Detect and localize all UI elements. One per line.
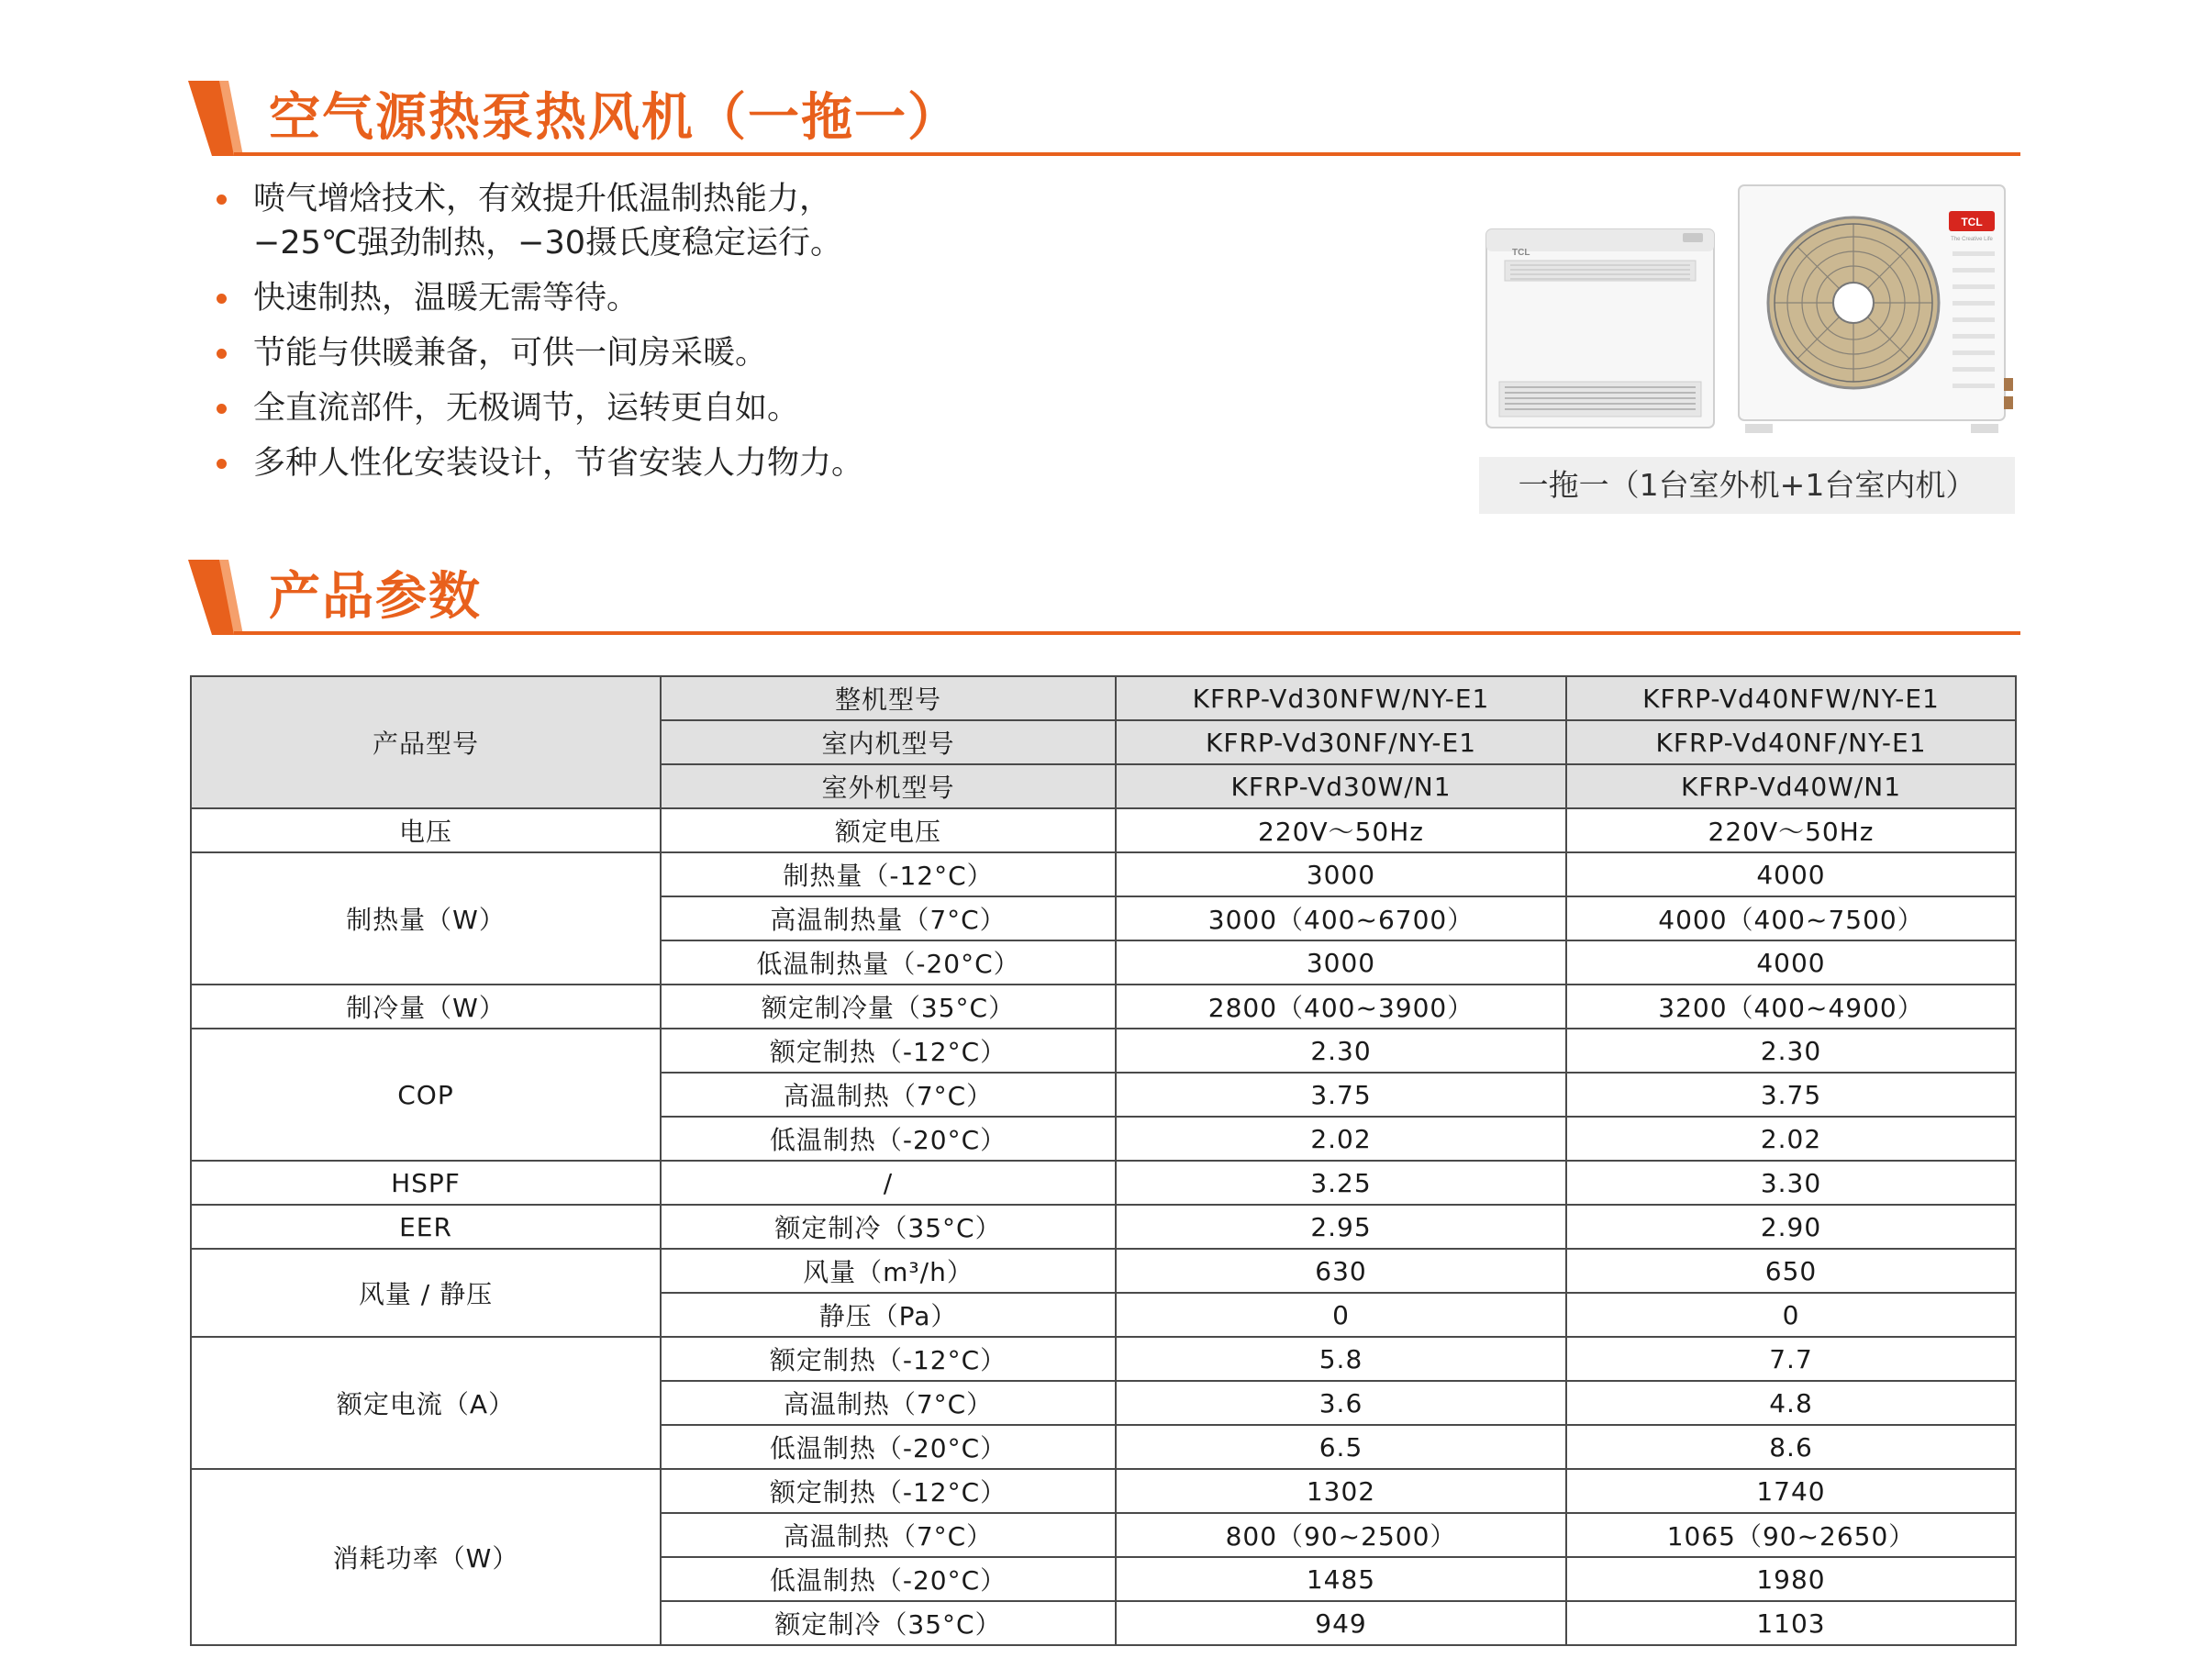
parameter-cell: 额定电压 xyxy=(661,808,1116,852)
section-title: 产品参数 xyxy=(269,567,482,627)
value-cell: 4000 xyxy=(1566,852,2016,896)
bullet-dot-icon xyxy=(217,349,227,359)
parameter-cell: 室内机型号 xyxy=(661,720,1116,764)
value-cell: 800（90~2500） xyxy=(1116,1513,1566,1557)
value-cell: 2.02 xyxy=(1566,1117,2016,1161)
table-row xyxy=(191,852,2016,896)
parameter-cell: 低温制热量（-20°C） xyxy=(661,940,1116,985)
table-row xyxy=(191,1337,2016,1381)
bullet-dot-icon xyxy=(217,195,227,205)
section-title: 空气源热泵热风机（一拖一） xyxy=(269,88,961,148)
value-cell: 1980 xyxy=(1566,1557,2016,1601)
table-row xyxy=(191,1469,2016,1513)
value-cell: 2.95 xyxy=(1116,1205,1566,1249)
outdoor-brand-logo: TCL xyxy=(1961,216,1983,228)
parameter-cell: 风量（m³/h） xyxy=(661,1249,1116,1293)
section-header-product xyxy=(188,81,2020,156)
value-cell: 4.8 xyxy=(1566,1381,2016,1425)
feature-text: −25℃强劲制热，−30摄氏度稳定运行。 xyxy=(253,225,843,261)
section-divider xyxy=(234,152,2020,156)
table-row xyxy=(191,1249,2016,1293)
value-cell: KFRP-Vd30NFW/NY-E1 xyxy=(1116,676,1566,720)
parameter-cell: 低温制热（-20°C） xyxy=(661,1117,1116,1161)
feature-item xyxy=(211,386,1404,430)
feature-text: 多种人性化安装设计，节省安装人力物力。 xyxy=(253,445,864,482)
value-cell: 6.5 xyxy=(1116,1425,1566,1469)
parameter-cell: 额定制冷量（35°C） xyxy=(661,985,1116,1029)
value-cell: 1065（90~2650） xyxy=(1566,1513,2016,1557)
table-row xyxy=(191,1029,2016,1073)
parameter-cell: 低温制热（-20°C） xyxy=(661,1557,1116,1601)
table-row xyxy=(191,676,2016,720)
bullet-dot-icon xyxy=(217,294,227,304)
value-cell: 630 xyxy=(1116,1249,1566,1293)
parameter-cell: 高温制热（7°C） xyxy=(661,1381,1116,1425)
value-cell: 220V～50Hz xyxy=(1116,808,1566,852)
spec-table xyxy=(190,675,2017,1646)
category-cell: 消耗功率（W） xyxy=(191,1469,661,1645)
table-row xyxy=(191,1205,2016,1249)
parameter-cell: 高温制热（7°C） xyxy=(661,1513,1116,1557)
feature-text: 节能与供暖兼备，可供一间房采暖。 xyxy=(253,335,768,372)
value-cell: 3000 xyxy=(1116,852,1566,896)
category-cell: HSPF xyxy=(191,1161,661,1205)
header-accent-stripe xyxy=(188,560,243,635)
value-cell: 2.90 xyxy=(1566,1205,2016,1249)
value-cell: 5.8 xyxy=(1116,1337,1566,1381)
value-cell: 0 xyxy=(1116,1293,1566,1337)
value-cell: 3.75 xyxy=(1566,1073,2016,1117)
outdoor-brand-slogan: The Creative Life xyxy=(1951,237,1993,242)
category-cell: 制热量（W） xyxy=(191,852,661,985)
table-row xyxy=(191,1161,2016,1205)
value-cell: 3.6 xyxy=(1116,1381,1566,1425)
value-cell: 3000（400~6700） xyxy=(1116,896,1566,940)
value-cell: 220V～50Hz xyxy=(1566,808,2016,852)
feature-text: 全直流部件，无极调节，运转更自如。 xyxy=(253,390,800,427)
category-cell: 额定电流（A） xyxy=(191,1337,661,1469)
value-cell: 949 xyxy=(1116,1601,1566,1645)
parameter-cell: 额定制热（-12°C） xyxy=(661,1469,1116,1513)
table-row xyxy=(191,985,2016,1029)
parameter-cell: / xyxy=(661,1161,1116,1205)
section-header-parameters xyxy=(188,560,2020,635)
feature-item xyxy=(211,177,1404,265)
value-cell: 0 xyxy=(1566,1293,2016,1337)
parameter-cell: 静压（Pa） xyxy=(661,1293,1116,1337)
bullet-dot-icon xyxy=(217,404,227,414)
parameter-cell: 额定制热（-12°C） xyxy=(661,1337,1116,1381)
category-cell: EER xyxy=(191,1205,661,1249)
bullet-dot-icon xyxy=(217,459,227,469)
category-cell: 制冷量（W） xyxy=(191,985,661,1029)
indoor-brand-logo: TCL xyxy=(1512,248,1530,258)
value-cell: 2.30 xyxy=(1566,1029,2016,1073)
value-cell: KFRP-Vd40W/N1 xyxy=(1566,764,2016,808)
value-cell: 7.7 xyxy=(1566,1337,2016,1381)
value-cell: 1103 xyxy=(1566,1601,2016,1645)
outdoor-unit-image xyxy=(1739,185,2013,433)
value-cell: KFRP-Vd40NFW/NY-E1 xyxy=(1566,676,2016,720)
parameter-cell: 高温制热量（7°C） xyxy=(661,896,1116,940)
product-caption: 一拖一（1台室外机+1台室内机） xyxy=(1479,457,2015,514)
value-cell: 3.25 xyxy=(1116,1161,1566,1205)
value-cell: 2.30 xyxy=(1116,1029,1566,1073)
value-cell: 4000（400~7500） xyxy=(1566,896,2016,940)
indoor-unit-image xyxy=(1486,229,1714,428)
value-cell: 3.30 xyxy=(1566,1161,2016,1205)
parameter-cell: 额定制冷（35°C） xyxy=(661,1205,1116,1249)
value-cell: 8.6 xyxy=(1566,1425,2016,1469)
value-cell: KFRP-Vd40NF/NY-E1 xyxy=(1566,720,2016,764)
category-cell: 产品型号 xyxy=(191,676,661,808)
category-cell: COP xyxy=(191,1029,661,1161)
value-cell: 3.75 xyxy=(1116,1073,1566,1117)
parameter-cell: 低温制热（-20°C） xyxy=(661,1425,1116,1469)
value-cell: 3000 xyxy=(1116,940,1566,985)
value-cell: KFRP-Vd30W/N1 xyxy=(1116,764,1566,808)
feature-text: 喷气增焓技术，有效提升低温制热能力， xyxy=(253,181,832,217)
value-cell: 2800（400~3900） xyxy=(1116,985,1566,1029)
parameter-cell: 额定制热（-12°C） xyxy=(661,1029,1116,1073)
header-accent-stripe xyxy=(188,81,243,156)
parameter-cell: 制热量（-12°C） xyxy=(661,852,1116,896)
value-cell: 2.02 xyxy=(1116,1117,1566,1161)
value-cell: 4000 xyxy=(1566,940,2016,985)
parameter-cell: 整机型号 xyxy=(661,676,1116,720)
feature-item xyxy=(211,276,1404,320)
value-cell: 1740 xyxy=(1566,1469,2016,1513)
value-cell: 650 xyxy=(1566,1249,2016,1293)
parameter-cell: 室外机型号 xyxy=(661,764,1116,808)
feature-text: 快速制热，温暖无需等待。 xyxy=(253,280,640,317)
section-divider xyxy=(234,631,2020,635)
category-cell: 电压 xyxy=(191,808,661,852)
parameter-cell: 额定制冷（35°C） xyxy=(661,1601,1116,1645)
category-cell: 风量 / 静压 xyxy=(191,1249,661,1337)
value-cell: 1302 xyxy=(1116,1469,1566,1513)
product-illustration xyxy=(1479,184,2022,459)
table-row xyxy=(191,808,2016,852)
value-cell: KFRP-Vd30NF/NY-E1 xyxy=(1116,720,1566,764)
feature-list xyxy=(211,177,1404,496)
value-cell: 1485 xyxy=(1116,1557,1566,1601)
feature-item xyxy=(211,441,1404,485)
parameter-cell: 高温制热（7°C） xyxy=(661,1073,1116,1117)
feature-item xyxy=(211,331,1404,375)
value-cell: 3200（400~4900） xyxy=(1566,985,2016,1029)
